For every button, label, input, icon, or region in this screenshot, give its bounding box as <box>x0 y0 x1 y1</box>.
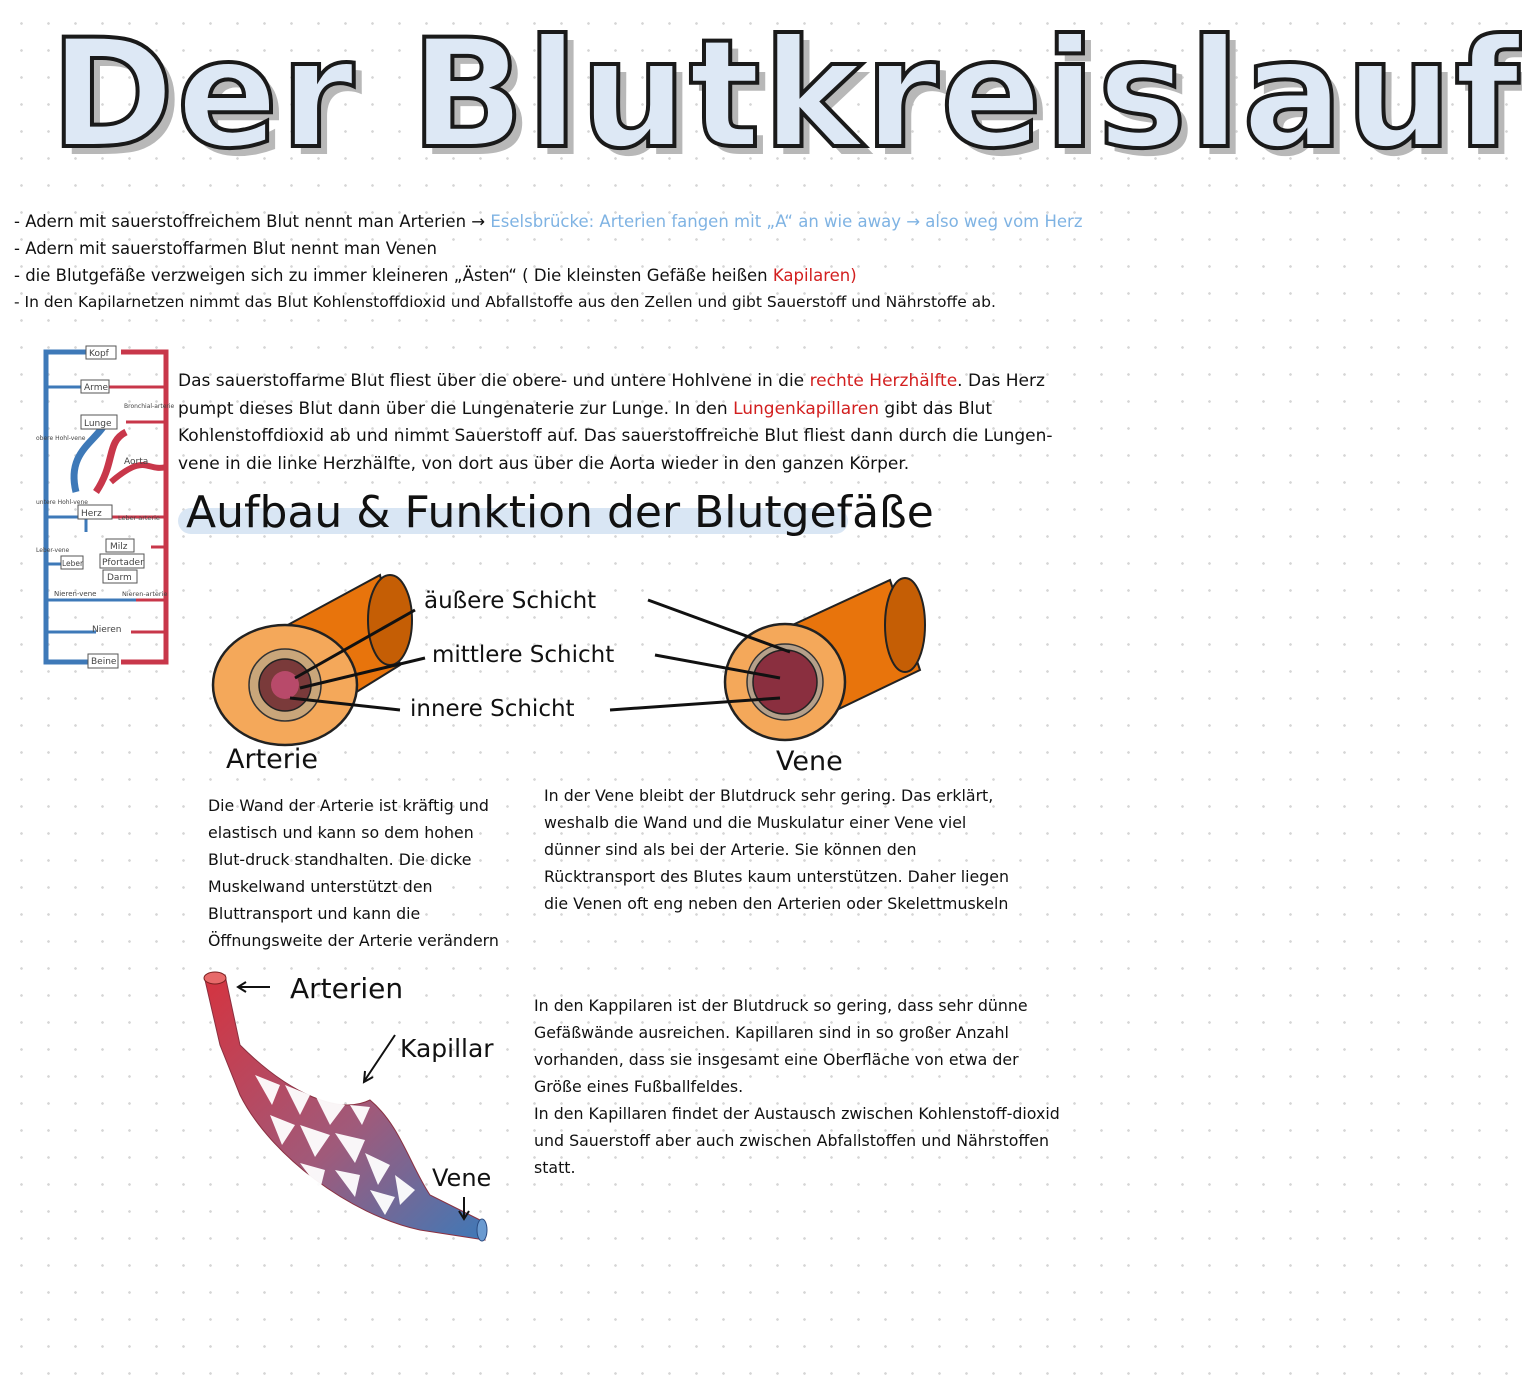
label-leberarterie: Leber-arterie <box>118 514 160 522</box>
label-kopf: Kopf <box>89 349 109 359</box>
vene-description: In der Vene bleibt der Blutdruck sehr gering. Das erklärt, weshalb die Wand und die Muskulatur einer Vene viel dünner sind als bei der Arterie. Sie können den Rücktransport des Blutes kaum unterstützen. Daher liegen die Venen oft eng neben den Arterien oder Skelettmuskeln <box>544 786 1009 913</box>
kapilaren-highlight: Kapilaren) <box>772 266 857 285</box>
vein-tube <box>725 578 925 740</box>
label-obere-hohlvene: obere Hohl-vene <box>36 435 86 442</box>
mnemonic-hint: Eselsbrücke: Arterien fangen mit „A“ an wie away → also weg vom Herz <box>490 212 1083 231</box>
bullet-austausch <box>14 289 1074 316</box>
label-nieren: Nieren <box>92 625 122 635</box>
intro-text: . Das Herz pumpt dieses Blut dann über die Lungenaterie zur Lunge. In den <box>178 371 1045 419</box>
bullet-venen <box>14 235 1074 262</box>
label-aorta: Aorta <box>124 457 149 467</box>
label-arterien: Arterien <box>290 972 404 1005</box>
label-bronchialarterie: Bronchial-arterie <box>124 403 175 410</box>
capillary-illustration <box>200 965 500 1255</box>
artery-tube <box>213 575 412 745</box>
rechte-herzhaelfte-highlight: rechte Herzhälfte <box>809 371 958 391</box>
bullet-text: - Adern mit sauerstoffreichem Blut nennt man Arterien → <box>14 212 491 231</box>
label-herz: Herz <box>81 509 102 519</box>
label-milz: Milz <box>110 542 128 552</box>
section-title-text: Aufbau & Funktion der Blutgefäße <box>186 487 934 538</box>
label-innere-schicht: innere Schicht <box>410 696 575 722</box>
label-nierenarterie: Nieren-arterie <box>122 590 168 598</box>
label-lunge: Lunge <box>84 419 112 429</box>
label-vene: Vene <box>776 746 843 777</box>
circulation-text <box>178 368 1058 478</box>
intro-text: gibt das Blut Kohlenstoffdioxid ab und nimmt Sauerstoff auf. Das sauerstoffreiche Blut fliest dann durch die Lungen-vene in die linke Herzhälfte, von dort aus über die Aorta wieder in den ganzen Körper. <box>178 398 1053 474</box>
page-title: Der Blutkreislauf <box>50 8 1522 182</box>
kapillaren-description: In den Kappilaren ist der Blutdruck so gering, dass sehr dünne Gefäßwände ausreichen. Kapillaren sind in so großer Anzahl vorhanden, dass sie insgesamt eine Oberfläche von etwa der Größe eines Fußballfeldes. <box>534 996 1028 1096</box>
lungenkapillaren-highlight: Lungenkapillaren <box>733 398 880 419</box>
label-arme: Arme <box>84 383 109 393</box>
bullet-text: - In den Kapilarnetzen nimmt das Blut Kohlenstoffdioxid und Abfallstoffe aus den Zellen und gibt Sauerstoff und Nährstoffe ab. <box>14 293 996 311</box>
label-darm: Darm <box>107 573 132 583</box>
label-pfortader: Pfortader <box>102 558 144 568</box>
label-untere-hohlvene: untere Hohl-vene <box>36 499 88 506</box>
bullet-text: - Adern mit sauerstoffarmen Blut nennt man Venen <box>14 239 437 258</box>
bullet-text: - die Blutgefäße verzweigen sich zu immer kleineren „Ästen“ ( Die kleinsten Gefäße heißen <box>14 266 773 285</box>
label-capillary-vene: Vene <box>432 1164 492 1192</box>
circulation-diagram <box>36 342 176 672</box>
section-title <box>186 478 934 548</box>
label-mittlere-schicht: mittlere Schicht <box>432 642 615 668</box>
label-arterie: Arterie <box>226 744 318 775</box>
intro-text: Das sauerstoffarme Blut fliest über die obere- und untere Hohlvene in die <box>178 371 810 391</box>
label-leber: Leber <box>62 559 84 568</box>
kapillaren-austausch: In den Kapillaren findet der Austausch zwischen Kohlenstoff-dioxid und Sauerstoff aber auch zwischen Abfallstoffen und Nährstoffen statt. <box>534 1104 1060 1177</box>
label-nierenvene: Nieren-vene <box>54 590 97 598</box>
arterie-description: Die Wand der Arterie ist kräftig und elastisch und kann so dem hohen Blut-druck standhalten. Die dicke Muskelwand unterstützt den Bluttransport und kann die Öffnungsweite der Arterie verändern <box>208 796 499 950</box>
bullet-verzweigung <box>14 262 1074 289</box>
bullet-arterien <box>14 208 1083 235</box>
label-beine: Beine <box>91 657 117 667</box>
label-lebervene: Leber-vene <box>36 547 70 554</box>
label-kapillar: Kapillar <box>400 1034 494 1063</box>
label-aeussere-schicht: äußere Schicht <box>424 588 597 614</box>
intro-bullets <box>14 208 1083 316</box>
